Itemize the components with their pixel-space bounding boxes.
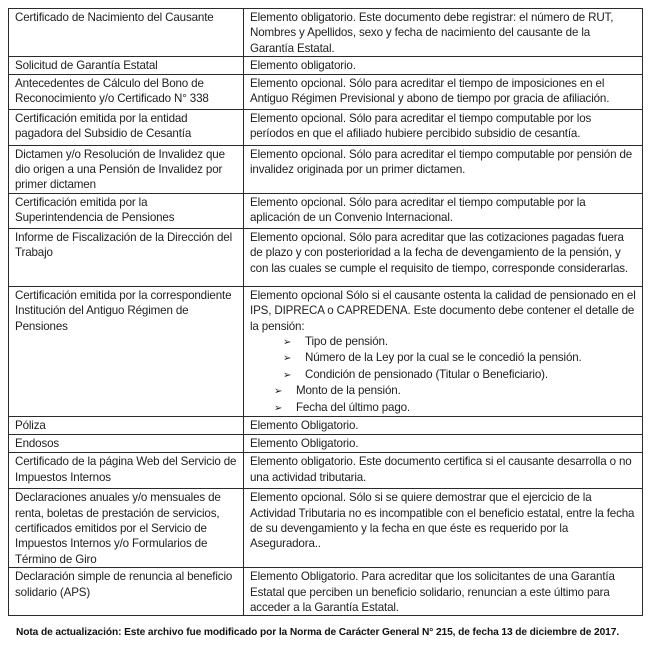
requirement-cell: Elemento opcional. Sólo para acreditar el tiempo de imposiciones en el Antiguo Régimen Previsional y abono de tiempo por gracia de afiliación. (244, 74, 643, 109)
document-name-cell: Póliza (9, 417, 244, 435)
document-name-cell: Solicitud de Garantía Estatal (9, 57, 244, 74)
arrow-bullet-icon: ➢ (283, 369, 292, 381)
document-name-cell: Certificación emitida por la entidad pagadora del Subsidio de Cesantía (9, 109, 244, 145)
requirement-cell: Elemento Obligatorio. (244, 417, 643, 435)
document-name-cell: Endosos (9, 435, 244, 453)
requirements-table (8, 8, 643, 616)
requirement-cell: Elemento obligatorio. (244, 57, 643, 74)
table-row (9, 74, 643, 109)
table-row (9, 193, 643, 228)
requirement-cell: Elemento opcional. Sólo para acreditar el tiempo computable por los períodos en que el afiliado hubiere percibido subsidio de cesantía. (244, 109, 643, 145)
list-item: ➢ Monto de la pensión. (250, 383, 637, 399)
document-name-cell: Informe de Fiscalización de la Dirección del Trabajo (9, 228, 244, 286)
requirement-cell: Elemento obligatorio. Este documento certifica si el causante desarrolla o no una actividad tributaria. (244, 453, 643, 489)
table-row (9, 109, 643, 145)
requirement-cell: Elemento Obligatorio. Para acreditar que los solicitantes de una Garantía Estatal que perciben un beneficio solidario, renuncian a este último para acceder a la Garantía Estatal. (244, 568, 643, 616)
table-row (9, 435, 643, 453)
requirement-cell: Elemento opcional. Sólo para acreditar el tiempo computable por la aplicación de un Convenio Internacional. (244, 193, 643, 228)
table-row (9, 9, 643, 57)
document-name-cell: Certificación emitida por la correspondiente Institución del Antiguo Régimen de Pensiones (9, 286, 244, 416)
arrow-bullet-icon: ➢ (283, 353, 292, 365)
table-row (9, 453, 643, 489)
document-name-cell: Declaraciones anuales y/o mensuales de renta, boletas de prestación de servicios, certificados emitidos por el Servicio de Impuestos Internos y/o Formularios de Término de Giro (9, 489, 244, 568)
update-footnote: Nota de actualización: Este archivo fue modificado por la Norma de Carácter General N° 215, de fecha 13 de diciembre de 2017. (16, 627, 620, 638)
document-name-cell: Certificado de Nacimiento del Causante (9, 9, 244, 57)
requirement-cell: Elemento opcional. Sólo para acreditar el tiempo computable por pensión de invalidez originada por un primer dictamen. (244, 145, 643, 193)
table-row (9, 145, 643, 193)
arrow-bullet-icon: ➢ (274, 402, 283, 414)
requirement-cell: Elemento opcional. Sólo para acreditar que las cotizaciones pagadas fuera de plazo y con posterioridad a la fecha de devengamiento de la pensión, y con las cuales se cumple el requisito de tiempo, corresponde considerarlas. (244, 228, 643, 286)
requirement-cell: Elemento Obligatorio. (244, 435, 643, 453)
document-name-cell: Declaración simple de renuncia al beneficio solidario (APS) (9, 568, 244, 616)
document-name-cell: Certificado de la página Web del Servicio de Impuestos Internos (9, 453, 244, 489)
requirement-text: Elemento opcional Sólo si el causante ostenta la calidad de pensionado en el IPS, DIPRECA o CAPREDENA. Este documento debe contener el detalle de la pensión: (250, 288, 636, 333)
document-name-cell: Antecedentes de Cálculo del Bono de Reconocimiento y/o Certificado N° 338 (9, 74, 244, 109)
list-item: ➢ Número de la Ley por la cual se le concedió la pensión. (250, 350, 637, 366)
list-item: ➢ Condición de pensionado (Titular o Beneficiario). (250, 367, 637, 383)
requirement-cell: Elemento opcional. Sólo si se quiere demostrar que el ejercicio de la Actividad Tributaria no es incompatible con el beneficio estatal, entre la fecha de su devengamiento y la fecha en que éste es requerido por la Aseguradora.. (244, 489, 643, 568)
table-row (9, 489, 643, 568)
requirement-cell (244, 286, 643, 416)
list-item: ➢ Fecha del último pago. (250, 400, 637, 416)
list-item: ➢ Tipo de pensión. (250, 334, 637, 350)
table-row (9, 417, 643, 435)
table-row (9, 286, 643, 416)
document-name-cell: Certificación emitida por la Superintendencia de Pensiones (9, 193, 244, 228)
arrow-bullet-icon: ➢ (283, 337, 292, 349)
arrow-bullet-icon: ➢ (274, 386, 283, 398)
requirement-cell: Elemento obligatorio. Este documento debe registrar: el número de RUT, Nombres y Apellidos, sexo y fecha de nacimiento del causante de la Garantía Estatal. (244, 9, 643, 57)
table-row (9, 57, 643, 74)
table-row (9, 228, 643, 286)
pension-detail-list (250, 334, 637, 416)
table-row (9, 568, 643, 616)
document-name-cell: Dictamen y/o Resolución de Invalidez que dio origen a una Pensión de Invalidez por primer dictamen (9, 145, 244, 193)
